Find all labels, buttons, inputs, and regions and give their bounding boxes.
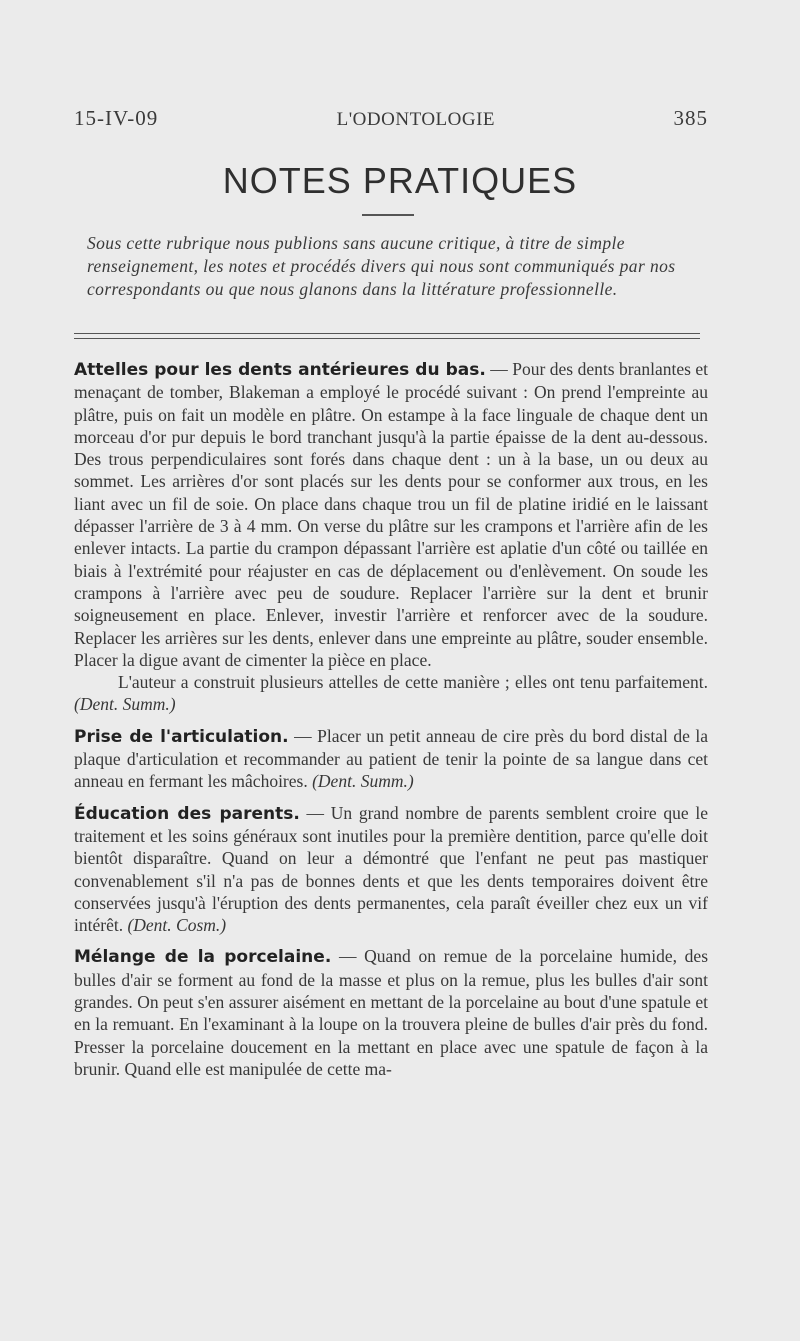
heading-dash: — bbox=[299, 802, 331, 823]
section-heading: Attelles pour les dents antérieures du bas. bbox=[74, 360, 486, 380]
page-title: NOTES PRATIQUES bbox=[222, 160, 578, 201]
source-citation: (Dent. Summ.) bbox=[312, 771, 414, 792]
heading-dash: — bbox=[288, 725, 318, 746]
running-header bbox=[74, 106, 708, 131]
header-journal: L'ODONTOLOGIE bbox=[336, 109, 496, 130]
header-page-number: 385 bbox=[673, 106, 708, 130]
section-heading: Mélange de la porcelaine. bbox=[74, 947, 332, 968]
section-porcelaine bbox=[74, 945, 708, 1080]
section-text: Pour des dents branlantes et menaçant de tomber, Blakeman a employé le procédé suivant : On prend l'empreinte au plâtre, puis on fait un modèle en plâtre. On estampe à la face linguale de chaque dent un morceau d'or pur depuis le bord tranchant jusqu'à la partie épaisse de la dent au-dessous. Des trous perpendiculaires sont forés dans chaque dent : un à la base, un ou deux au sommet. Les arrières d'or sont placés sur les dents pour se conformer aux trous, en les liant avec un fil de soie. On place dans chaque trou un fil de platine iridié en le laissant dépasser l'arrière de 3 à 4 mm. On verse du plâtre sur les crampons et l'arrière afin de les enlever intacts. La partie du crampon dépassant l'arrière est aplatie d'un côté ou taillée en biais à l'extrémité pour réajuster en cas de déplacement ou d'enlèvement. On soude les crampons à l'arrière avec peu de soudure. Replacer l'arrière sur la dent et brunir soigneusement en place. Enlever, investir l'arrière et renforcer avec de la soudure. Replacer les arrières sur les dents, enlever dans une empreinte au plâtre, souder ensemble. Placer la digue avant de cimenter la pièce en place. bbox=[74, 359, 709, 670]
section-text: Placer un petit anneau de cire près du bord distal de la plaque d'articulation et recommander au patient de tenir la pointe de sa langue dans cet anneau en fermant les mâchoires. bbox=[74, 725, 709, 792]
heading-dash: — bbox=[485, 359, 513, 379]
header-date: 15-IV-09 bbox=[74, 106, 159, 130]
section-text: Quand on remue de la porcelaine humide, des bulles d'air se forment au fond de la masse et plus on la remue, plus les bulles d'air sont grandes. On peut s'en assurer aisément en mettant de la porcelaine au bout d'une spatule et en la remuant. En l'examinant à la loupe on la trouvera pleine de bulles d'air près du fond. Presser la porcelaine doucement en la mettant en place avec une spatule de façon à la brunir. Quand elle est manipulée de cette ma- bbox=[74, 946, 709, 1079]
article-body bbox=[74, 358, 708, 1080]
section-text: Un grand nombre de parents semblent croire que le traitement et les soins généraux sont inutiles pour la première dentition, parce qu'elle doit bientôt disparaître. Quand on leur a démontré que l'enfant ne peut pas mastiquer convenablement s'il n'a pas de bonnes dents et que les dents temporaires doivent être conservées jusqu'à l'éruption des dents permanentes, cela paraît éveiller chez eux un vif intérêt. bbox=[74, 802, 708, 936]
section-articulation bbox=[74, 725, 708, 793]
section-education bbox=[74, 802, 708, 937]
section-heading: Éducation des parents. bbox=[74, 803, 300, 824]
section-divider bbox=[74, 333, 700, 339]
intro-paragraph: Sous cette rubrique nous publions sans aucune critique, à titre de simple renseignement, les notes et procédés divers qui nous sont communiqués par nos correspondants ou que nous glanons dans la littérature professionnelle. bbox=[87, 233, 676, 299]
section-attelles bbox=[74, 358, 708, 671]
section-attelles-continuation bbox=[74, 671, 708, 716]
title-divider bbox=[362, 214, 414, 216]
section-text: L'auteur a construit plusieurs attelles de cette manière ; elles ont tenu parfaitement. bbox=[118, 672, 708, 693]
source-citation: (Dent. Cosm.) bbox=[127, 915, 227, 936]
heading-dash: — bbox=[331, 946, 365, 967]
section-heading: Prise de l'articulation. bbox=[74, 726, 289, 747]
source-citation: (Dent. Summ.) bbox=[74, 694, 176, 715]
